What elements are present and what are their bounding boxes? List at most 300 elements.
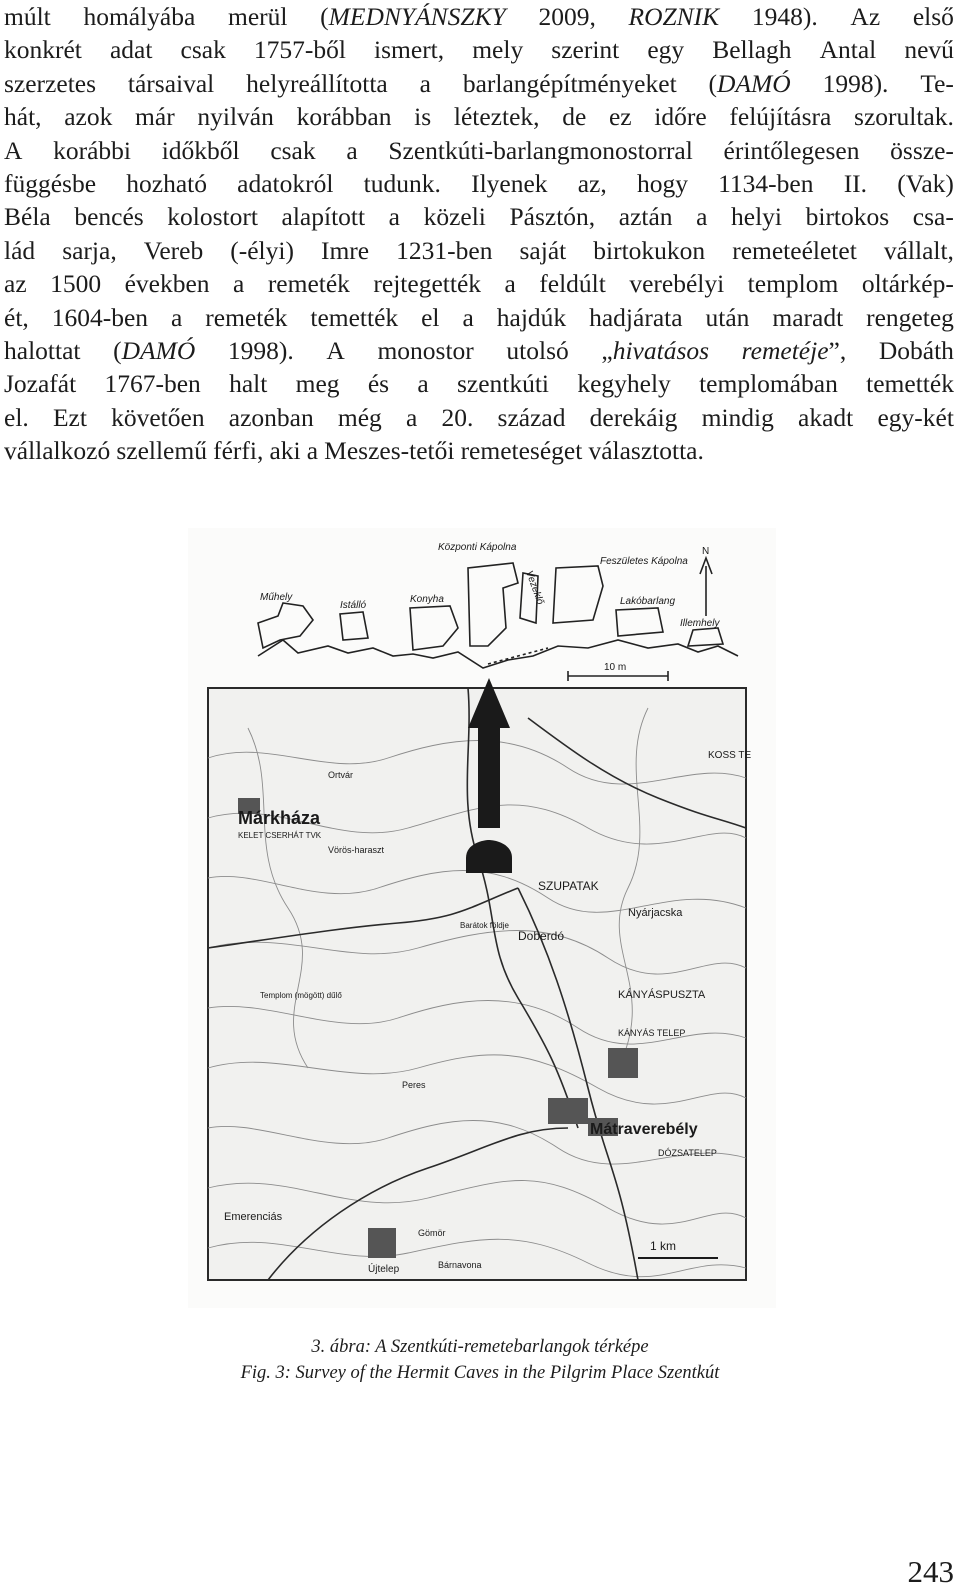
body-word: (-élyi) (230, 235, 294, 265)
body-word: csak (180, 35, 226, 65)
body-word: a (417, 369, 429, 399)
body-word-group (4, 334, 80, 367)
body-word: feldúlt (539, 269, 606, 299)
body-word-group (181, 33, 226, 66)
body-word-group (578, 167, 607, 200)
body-word-group (135, 100, 175, 133)
body-word: választotta. (588, 436, 704, 466)
body-word: szerzetes (4, 68, 97, 98)
body-word-group (167, 200, 258, 233)
label-vezeklo: Vezeklő (523, 569, 546, 607)
body-word: függésbe (4, 168, 97, 198)
body-word-group (237, 167, 333, 200)
body-word-group (406, 401, 417, 434)
body-word-group (50, 267, 101, 300)
body-word-group (654, 100, 706, 133)
body-word-group (562, 100, 586, 133)
body-word: hivatásos (612, 335, 710, 365)
map-label-baratok-foldje: Barátok földje (460, 921, 509, 930)
body-word-group (4, 234, 35, 267)
body-word: hát, (4, 102, 42, 132)
body-word: aztán (618, 202, 673, 232)
body-word: szorultak. (854, 102, 954, 132)
body-word: korábban (296, 102, 392, 132)
body-line (4, 67, 954, 100)
body-word: vállalkozó (4, 436, 111, 466)
body-word-group (823, 67, 889, 100)
map-label-kelet-cserhat: KELET CSERHÁT TVK (238, 831, 322, 840)
body-word-group (110, 33, 152, 66)
body-word: a (171, 302, 183, 332)
body-word-group (111, 401, 204, 434)
body-word-group (417, 367, 428, 400)
label-konyha: Konyha (410, 594, 444, 605)
body-word: akadt (798, 402, 854, 432)
body-word: aki (269, 436, 301, 466)
body-word: halottat (4, 335, 81, 365)
body-word-group (462, 301, 473, 334)
body-word-group (866, 367, 954, 400)
body-word-group (4, 0, 51, 33)
body-paragraph (4, 0, 954, 467)
body-word-group (904, 33, 954, 66)
body-word: utolsó (506, 335, 569, 365)
body-word: a (462, 302, 474, 332)
body-word: alapított (281, 202, 366, 232)
body-word: azonban (228, 402, 314, 432)
body-word: a (405, 402, 418, 432)
body-word-group (619, 200, 673, 233)
body-word: Pásztón, (509, 202, 596, 232)
map-label-matraverebely: Mátraverebély (590, 1121, 698, 1138)
body-word-group (229, 367, 267, 400)
body-line (4, 167, 954, 200)
body-word: csak (270, 135, 316, 165)
body-word: Te- (920, 68, 954, 98)
body-word-group (879, 334, 954, 367)
body-word: bencés (74, 202, 144, 232)
body-line (4, 33, 954, 66)
body-word: társaival (127, 68, 215, 98)
body-word-group (229, 401, 314, 434)
body-word: is (414, 102, 432, 132)
body-word-group (62, 234, 117, 267)
body-word: nyilván (197, 102, 274, 132)
body-word-group (884, 234, 954, 267)
body-word: ismert, (374, 35, 445, 65)
body-word: meg (295, 369, 340, 399)
body-word-group (125, 267, 210, 300)
map-label-scale: 1 km (650, 1239, 677, 1253)
body-word-group (346, 134, 357, 167)
body-word: hozható (126, 168, 207, 198)
body-word: vállalt, (883, 235, 954, 265)
map-label-templom: Templom (mögött) dűlő (260, 991, 342, 1000)
map-label-markhaza: Márkháza (238, 808, 321, 828)
body-word: remeték (267, 269, 350, 299)
body-word: de (562, 102, 587, 132)
body-word: az (4, 269, 27, 299)
body-word-group (699, 367, 838, 400)
body-word-group (205, 301, 287, 334)
body-word: szerint (551, 35, 620, 65)
body-word: saját (519, 235, 567, 265)
body-word-group (421, 301, 439, 334)
body-word-group (374, 33, 444, 66)
body-word: el. (4, 402, 29, 432)
figure-cave-map (188, 528, 776, 1308)
body-word-group (844, 167, 867, 200)
body-word-group (282, 200, 366, 233)
body-word: ét, (4, 302, 29, 332)
body-word: a (504, 269, 516, 299)
body-word-group (877, 401, 953, 434)
body-word-group (64, 100, 112, 133)
body-word-group (268, 267, 350, 300)
body-word-group (74, 200, 143, 233)
body-word: férfi, (213, 436, 264, 466)
body-word: remeteéletet (732, 235, 857, 265)
body-word-group (472, 33, 523, 66)
body-word-group (798, 401, 853, 434)
body-word-group (862, 267, 954, 300)
body-word: kolostort (167, 202, 258, 232)
body-word: barlangépítményeket (462, 68, 677, 98)
body-word-group (504, 267, 515, 300)
map-frame (208, 688, 746, 1280)
body-word-group (696, 200, 707, 233)
map-label-ortvar: Ortvár (328, 770, 354, 780)
body-word-group (338, 401, 382, 434)
body-word-group (144, 234, 203, 267)
body-word: Bellagh (712, 35, 792, 65)
body-word: ( (708, 68, 718, 98)
body-word-group (162, 134, 240, 167)
body-word-group (772, 301, 843, 334)
map-label-voros-haraszt: Vörös-haraszt (328, 845, 385, 855)
body-word: szellemű (116, 436, 207, 466)
body-word: a (306, 436, 319, 466)
body-word-group (296, 367, 340, 400)
body-word-group (590, 401, 678, 434)
body-word: követően (111, 402, 205, 432)
body-word-group (364, 167, 441, 200)
body-word-group (712, 33, 791, 66)
map-label-ujtelep: Újtelep (368, 1264, 400, 1275)
body-word-group (4, 301, 29, 334)
body-word: monostor (377, 335, 474, 365)
body-word-group (53, 401, 87, 434)
body-word-group (230, 234, 294, 267)
body-word-group (441, 401, 473, 434)
body-word: Imre (320, 235, 370, 265)
body-word: 1231-ben (396, 235, 493, 265)
body-word: hadjárata (589, 302, 683, 332)
body-word: tudunk. (363, 168, 441, 198)
body-word-group (463, 67, 677, 100)
body-word-group (742, 334, 847, 367)
body-word: Az (850, 2, 881, 31)
body-word: ”, (828, 335, 847, 365)
body-word-group (539, 267, 606, 300)
body-word-group (116, 434, 207, 467)
body-word: 1134-ben (718, 168, 814, 198)
body-word-group (270, 134, 315, 167)
body-line (4, 434, 954, 467)
body-word: mely (472, 35, 524, 65)
body-word: század (497, 402, 566, 432)
body-word-group (498, 401, 566, 434)
body-word: az, (577, 168, 607, 198)
body-word-group (890, 134, 954, 167)
body-word: és (367, 369, 390, 399)
body-word-group (307, 434, 318, 467)
body-word: 2009, (538, 2, 596, 31)
figure-caption-hungarian: 3. ábra: A Szentkúti-remetebarlangok térképe (311, 1337, 649, 1357)
body-word: Szentkúti-barlangmonostorral (388, 135, 693, 165)
body-word: Béla (4, 202, 51, 232)
body-word: korábbi (53, 135, 132, 165)
body-word-group (4, 200, 51, 233)
body-word-group (228, 0, 287, 33)
map-label-doberdo: Doberdó (518, 929, 565, 943)
map-label-peres: Peres (402, 1080, 426, 1090)
body-word-group (593, 234, 705, 267)
body-word: csa- (912, 202, 954, 232)
body-word: helyreállította (246, 68, 388, 98)
map-image (188, 528, 776, 1308)
body-word: 1500 (50, 269, 102, 299)
map-label-kanyas-telep: KÁNYÁS TELEP (618, 1028, 686, 1038)
body-word-group (128, 67, 214, 100)
body-word: Antal (819, 35, 877, 65)
body-word: kegyhely (577, 369, 671, 399)
body-word: remeték (205, 302, 288, 332)
body-word-group (4, 401, 29, 434)
body-word-group (4, 367, 76, 400)
body-word-group (454, 100, 540, 133)
body-word: években (124, 269, 210, 299)
body-word: 1757-ből (253, 35, 346, 65)
body-word: sarja, (62, 235, 117, 265)
body-word-group (601, 334, 709, 367)
body-word: mindig (701, 402, 774, 432)
body-line (4, 100, 954, 133)
topographic-map (208, 678, 746, 1280)
body-word-group (396, 234, 492, 267)
body-word: A (326, 335, 345, 365)
body-word-group (4, 33, 82, 66)
body-word-group (497, 301, 566, 334)
body-word-group (324, 434, 454, 467)
body-word-group (246, 67, 388, 100)
body-word-group (373, 267, 481, 300)
body-word: első (912, 2, 954, 31)
body-word-group (213, 434, 263, 467)
label-muhely: Műhely (260, 592, 293, 603)
body-word: remeteséget (460, 436, 583, 466)
body-line (4, 134, 954, 167)
body-word-group (389, 200, 400, 233)
label-plan-scale: 10 m (604, 662, 627, 673)
body-word: időre (654, 102, 707, 132)
body-word-group (4, 167, 96, 200)
body-word: a (419, 68, 431, 98)
body-word-group (461, 434, 583, 467)
body-word-group (551, 33, 619, 66)
body-word: egy-két (877, 402, 954, 432)
body-word: homályába (83, 2, 196, 31)
body-word: után (705, 302, 750, 332)
body-word: II. (843, 168, 868, 198)
body-word-group (748, 267, 839, 300)
body-word: oltárkép- (861, 269, 954, 299)
body-word: múlt (4, 2, 51, 31)
body-word-group (647, 33, 684, 66)
body-word-group (854, 100, 954, 133)
body-word-group (538, 0, 595, 33)
body-word-group (471, 167, 547, 200)
body-word: konkrét (4, 35, 82, 65)
label-lakobarlang: Lakóbarlang (620, 596, 676, 607)
label-kozponti-kapolna: Központi Kápolna (438, 542, 517, 553)
map-label-szupatak: SZUPATAK (538, 879, 599, 893)
body-word: el (421, 302, 440, 332)
body-word: rejtegették (373, 269, 482, 299)
body-word-group (629, 267, 724, 300)
body-word: a (233, 269, 245, 299)
body-word-group (297, 100, 392, 133)
body-word-group (4, 67, 96, 100)
body-word: merül (227, 2, 288, 31)
body-word-group (850, 0, 880, 33)
body-word-group (83, 0, 195, 33)
body-word-group (388, 134, 693, 167)
map-label-gomor: Gömör (418, 1228, 446, 1238)
body-word-group (197, 100, 274, 133)
body-word-group (4, 100, 42, 133)
body-word: Ezt (52, 402, 87, 432)
body-word: 1948). (751, 2, 818, 31)
map-label-nyarjacska: Nyárjacska (628, 907, 683, 919)
body-word-group (228, 334, 294, 367)
body-word: 1767-ben (104, 369, 201, 399)
body-line (4, 267, 954, 300)
body-word: Meszes-tetői (324, 436, 455, 466)
body-word-group (897, 167, 954, 200)
body-line (4, 234, 954, 267)
body-word-group (310, 301, 398, 334)
body-word: rengeteg (866, 302, 954, 332)
body-word: ( (320, 2, 329, 31)
body-word-group (729, 100, 831, 133)
body-word: adat (109, 35, 153, 65)
body-word: halt (229, 369, 268, 399)
body-word: adatokról (237, 168, 334, 198)
body-word-group (806, 200, 890, 233)
body-word: a (346, 135, 358, 165)
body-word: verebélyi (629, 269, 725, 299)
body-word: birtokos (805, 202, 890, 232)
body-word-group (589, 301, 682, 334)
body-word-group (320, 0, 506, 33)
body-line (4, 367, 954, 400)
body-word: érintőlegesen (723, 135, 860, 165)
body-word: még (337, 402, 382, 432)
body-word: birtokukon (593, 235, 706, 265)
body-word-group (752, 0, 818, 33)
body-word-group (420, 67, 431, 100)
body-word-group (171, 301, 182, 334)
map-label-kanyaspuszta: KÁNYÁSPUSZTA (618, 989, 706, 1001)
body-line (4, 0, 954, 33)
body-word: Ilyenek (471, 168, 548, 198)
body-word: össze- (890, 135, 954, 165)
body-word-group (577, 367, 670, 400)
page-number: 243 (907, 1554, 954, 1589)
body-word: hajdúk (496, 302, 567, 332)
body-word: Vereb (143, 235, 204, 265)
body-word: DAMÓ (121, 335, 196, 365)
body-word: helyi (731, 202, 783, 232)
label-north: N (702, 546, 710, 557)
label-feszuletes-kapolna: Feszületes Kápolna (600, 556, 688, 567)
body-line (4, 200, 954, 233)
body-word: templom (747, 269, 839, 299)
body-word-group (718, 167, 813, 200)
map-label-dozsatelep: DÓZSATELEP (658, 1148, 717, 1158)
body-word: időkből (161, 135, 240, 165)
body-line (4, 401, 954, 434)
body-word: azok (64, 102, 113, 132)
body-word-group (233, 267, 244, 300)
body-word-group (520, 234, 567, 267)
body-word: derekáig (589, 402, 678, 432)
body-word: ( (113, 335, 122, 365)
body-word-group (105, 367, 201, 400)
body-word: 1998). (227, 335, 294, 365)
map-label-barnavona: Bárnavona (438, 1260, 482, 1270)
body-word: egy (647, 35, 685, 65)
body-word-group (709, 67, 791, 100)
body-word: ROZNIK (628, 2, 720, 31)
body-word: a (696, 202, 708, 232)
body-word-group (509, 200, 595, 233)
body-word-group (731, 200, 782, 233)
body-word: hogy (636, 168, 688, 198)
body-word-group (457, 367, 549, 400)
body-word: MEDNYÁNSZKY (328, 2, 506, 31)
body-word: 1604-ben (51, 302, 149, 332)
body-word: Jozafát (4, 369, 77, 399)
map-label-kossuth: KOSS TE (708, 750, 752, 761)
body-word-group (377, 334, 473, 367)
body-word: templomában (699, 369, 838, 399)
body-word: ez (608, 102, 632, 132)
map-label-emerencias: Emerenciás (224, 1211, 283, 1223)
body-word-group (126, 167, 207, 200)
body-word-group (424, 200, 486, 233)
body-word: A (4, 135, 23, 165)
body-word-group (53, 134, 131, 167)
body-word: (Vak) (897, 168, 954, 198)
body-word: léteztek, (453, 102, 540, 132)
body-word-group (588, 434, 703, 467)
body-word-group (4, 267, 27, 300)
body-word-group (724, 134, 860, 167)
body-word: temették (866, 369, 954, 399)
body-word: már (135, 102, 175, 132)
